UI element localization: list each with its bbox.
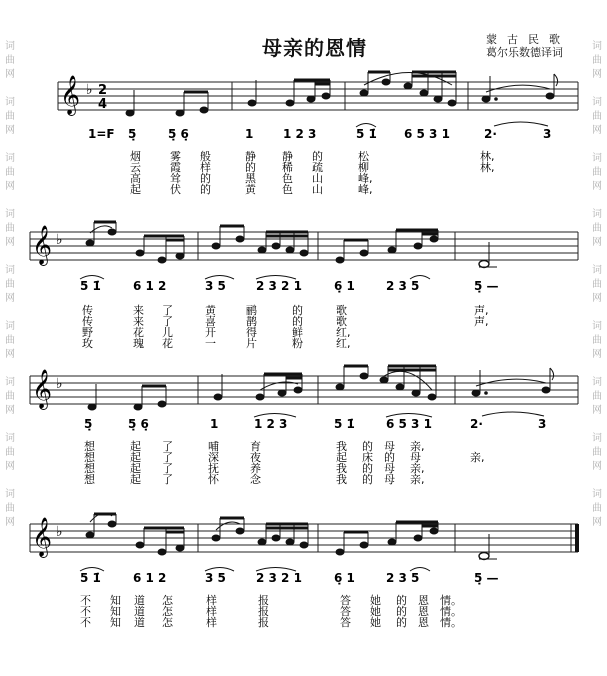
flat-icon: ♭ [56,524,63,540]
lyric-char: 野 [82,326,93,339]
lyric-char: 来 [133,304,144,317]
jianpu-note: 3 [543,127,552,141]
lyric-char: 道 [134,605,145,618]
lyric-char: 情。 [440,616,462,629]
watermark-char: 词 [5,433,15,444]
jianpu-note: 5̣ [128,127,137,141]
lyric-char: 念 [250,473,261,486]
lyric-char: 样 [200,161,211,174]
lyric-char: 歌 [336,304,347,317]
staff-system-1 [58,72,578,116]
jianpu-note: 2 3 5 [386,279,420,293]
lyric-char: 了 [162,304,173,317]
lyric-char: 情。 [440,594,462,607]
lyric-char: 黑 [245,172,256,185]
lyric-char: 起 [130,440,141,453]
lyric-char: 亲, [410,462,425,475]
jianpu-note: 2 3 2 1 [256,571,302,585]
watermark-char: 曲 [592,391,602,402]
watermark-char: 网 [5,293,15,304]
lyric-char: 烟 [130,150,141,163]
lyric-char: 霞 [170,161,181,174]
lyric-char: 的 [245,161,256,174]
lyric-char: 起 [130,183,141,196]
lyric-char: 花 [133,326,144,339]
treble-clef-icon: 𝄞 [32,225,53,265]
lyrics-system-3 [84,439,485,486]
watermark-char: 曲 [592,447,602,458]
watermark-char: 曲 [592,503,602,514]
lyric-char: 情。 [440,605,462,618]
lyric-char: 答 [340,616,351,629]
watermark-char: 词 [592,153,602,164]
notes-system-3 [88,366,554,410]
lyric-char: 恩 [418,605,429,618]
jianpu-note: 3 5 [205,279,226,293]
treble-clef-icon: 𝄞 [60,75,81,115]
watermark-char: 网 [592,181,602,192]
lyric-char: 想 [84,473,95,486]
watermark-char: 词 [592,377,602,388]
watermark-char: 曲 [5,391,15,402]
lyric-char: 得 [246,326,257,339]
lyric-char: 了 [162,315,173,328]
staff-system-2 [30,222,578,268]
jianpu-note: 5 1̇ [80,571,101,585]
watermark-char: 网 [5,349,15,360]
watermark-char: 曲 [592,55,602,66]
lyric-char: 色 [282,172,293,185]
lyric-char: 不 [80,594,91,607]
jianpu-note: 6̣ 1 [334,279,355,293]
watermark-char: 词 [5,209,15,220]
jianpu-note: 2· [470,417,483,431]
watermark-char: 词 [5,97,15,108]
lyric-char: 声, [474,304,489,317]
lyric-char: 怎 [162,605,173,618]
lyric-char: 想 [84,451,95,464]
lyric-char: 片 [246,337,257,350]
jianpu-note: 6 5 3 1 [404,127,450,141]
lyric-char: 鹂 [246,304,257,317]
watermark-char: 网 [592,461,602,472]
lyric-char: 的 [200,183,211,196]
lyric-char: 静 [245,150,256,163]
lyrics-system-1 [130,149,495,196]
jianpu-note: 6 1 2 [133,571,167,585]
treble-clef-icon: 𝄞 [32,517,53,557]
lyric-char: 道 [134,616,145,629]
key-signature: 1=F [88,127,115,141]
lyric-char: 道 [134,594,145,607]
lyrics-system-2 [82,303,489,350]
lyric-char: 粉 [292,337,303,350]
jianpu-note: 5̣ [84,417,93,431]
lyric-char: 儿 [162,326,173,339]
lyric-char: 深 [208,451,219,464]
watermark-char: 网 [592,405,602,416]
lyric-char: 育 [250,440,261,453]
lyric-char: 的 [396,616,407,629]
lyric-char: 伏 [170,183,181,196]
lyric-char: 玫 [82,337,93,350]
lyric-char: 亲, [470,451,485,464]
flat-icon: ♭ [56,232,63,248]
lyric-char: 想 [84,462,95,475]
lyric-char: 雾 [170,150,181,163]
lyric-char: 样 [206,605,217,618]
lyric-char: 的 [312,150,323,163]
lyric-char: 黄 [205,304,216,317]
jianpu-note: 5 1̇ [356,127,377,141]
lyric-char: 她 [370,605,381,618]
lyric-char: 母 [410,451,421,464]
lyric-char: 样 [206,616,217,629]
watermark-char: 网 [5,181,15,192]
lyric-char: 怀 [208,473,219,486]
lyric-char: 答 [340,605,351,618]
watermark-char: 词 [592,41,602,52]
watermark-char: 词 [592,321,602,332]
lyric-char: 静 [282,150,293,163]
lyric-char: 床 [362,451,373,464]
watermark-char: 网 [592,237,602,248]
watermark-char: 网 [592,293,602,304]
watermark-char: 曲 [592,167,602,178]
lyric-char: 红, [336,326,351,339]
watermark-char: 曲 [5,447,15,458]
lyric-char: 抚 [208,462,219,475]
lyric-char: 报 [258,616,269,629]
watermark-char: 词 [5,489,15,500]
lyric-char: 我 [336,440,347,453]
credit-lyricist: 葛尔乐数德译词 [486,46,563,59]
lyric-char: 松 [358,150,369,163]
jianpu-note: 5̣ 6̣ [128,417,149,431]
lyric-char: 了 [162,451,173,464]
lyric-char: 哺 [208,440,219,453]
watermark-char: 曲 [5,111,15,122]
watermark-char: 词 [5,377,15,388]
lyric-char: 色 [282,183,293,196]
watermark-char: 曲 [5,503,15,514]
jianpu-note: 6 5 3 1 [386,417,432,431]
lyric-char: 花 [162,337,173,350]
lyric-char: 山 [312,183,323,196]
watermark-char: 曲 [592,279,602,290]
lyric-char: 知 [110,605,121,618]
song-title: 母亲的恩情 [262,36,367,60]
staff-system-3 [30,366,578,410]
lyric-char: 亲, [410,473,425,486]
watermark-char: 网 [5,125,15,136]
final-barline [575,524,579,552]
lyric-char: 稀 [282,161,293,174]
lyric-char: 报 [258,594,269,607]
lyric-char: 柳 [358,161,369,174]
lyric-char: 母 [384,473,395,486]
lyric-char: 怎 [162,594,173,607]
lyric-char: 我 [336,473,347,486]
lyric-char: 了 [162,462,173,475]
lyric-char: 喜 [205,315,216,328]
watermark-char: 词 [592,433,602,444]
lyric-char: 知 [110,594,121,607]
watermark-char: 词 [5,265,15,276]
lyric-char: 了 [162,473,173,486]
lyric-char: 一 [205,337,216,350]
watermark-char: 网 [5,237,15,248]
jianpu-note: 1 2 3 [283,127,317,141]
jianpu-note: 5̣ — [474,279,499,293]
flat-icon: ♭ [56,376,63,392]
lyric-char: 红, [336,337,351,350]
lyric-char: 的 [396,594,407,607]
lyric-char: 传 [82,315,93,328]
lyric-char: 林, [480,150,495,163]
lyric-char: 峰, [358,183,373,196]
lyric-char: 答 [340,594,351,607]
lyric-char: 山 [312,172,323,185]
jianpu-note: 5 1̇ [80,279,101,293]
jianpu-note: 5̣ — [474,571,499,585]
watermark-char: 网 [5,405,15,416]
jianpu-system-1 [88,122,551,141]
watermark-char: 词 [592,265,602,276]
lyric-char: 起 [130,451,141,464]
notes-system-1 [126,72,558,116]
lyric-char: 云 [130,161,141,174]
watermark-char: 曲 [592,335,602,346]
watermark-char: 网 [592,125,602,136]
lyric-char: 样 [206,594,217,607]
lyric-char: 养 [250,462,261,475]
watermark-char: 曲 [5,335,15,346]
jianpu-system-2 [80,276,499,294]
watermark-char: 曲 [592,111,602,122]
lyric-char: 林, [480,161,495,174]
lyric-char: 来 [133,315,144,328]
jianpu-note: 2 3 2 1 [256,279,302,293]
watermark-char: 词 [592,97,602,108]
lyric-char: 般 [200,150,211,163]
watermark-char: 网 [592,349,602,360]
lyric-char: 峰, [358,172,373,185]
jianpu-note: 1 [210,417,219,431]
lyric-char: 的 [396,605,407,618]
time-sig-bottom: 4 [98,97,108,112]
notes-system-2 [86,222,497,268]
lyric-char: 起 [336,451,347,464]
lyrics-system-4 [80,593,462,629]
lyric-char: 恩 [418,616,429,629]
watermark-char: 词 [592,209,602,220]
watermark-char: 词 [592,489,602,500]
watermark-char: 网 [5,69,15,80]
lyric-char: 的 [384,451,395,464]
lyric-char: 知 [110,616,121,629]
lyric-char: 的 [200,172,211,185]
jianpu-system-3 [84,412,546,431]
watermark-char: 词 [5,153,15,164]
watermark-char: 曲 [5,279,15,290]
lyric-char: 的 [362,473,373,486]
lyric-char: 不 [80,605,91,618]
lyric-char: 开 [205,326,216,339]
lyric-char: 声, [474,315,489,328]
lyric-char: 起 [130,462,141,475]
notes-system-4 [86,514,497,560]
jianpu-note: 3 5 [205,571,226,585]
lyric-char: 耸 [170,172,181,185]
watermark-char: 曲 [5,223,15,234]
lyric-char: 她 [370,616,381,629]
lyric-char: 恩 [418,594,429,607]
watermark-char: 曲 [5,55,15,66]
jianpu-note: 2· [484,127,497,141]
lyric-char: 瑰 [133,337,144,350]
lyric-char: 想 [84,440,95,453]
flat-icon: ♭ [86,82,93,98]
lyric-char: 母 [384,462,395,475]
jianpu-note: 6̣ 1 [334,571,355,585]
watermark-char: 网 [5,517,15,528]
watermark-char: 词 [5,41,15,52]
lyric-char: 我 [336,462,347,475]
watermark-char: 词 [5,321,15,332]
staff-system-4 [30,513,579,559]
lyric-char: 的 [292,315,303,328]
lyric-char: 的 [362,462,373,475]
jianpu-note: 2 3 5 [386,571,420,585]
lyric-char: 的 [362,440,373,453]
watermark-char: 网 [5,461,15,472]
lyric-char: 起 [130,473,141,486]
lyric-char: 夜 [250,451,261,464]
lyric-char: 她 [370,594,381,607]
lyric-char: 高 [130,172,141,185]
jianpu-note: 1 2 3 [254,417,288,431]
jianpu-note: 3 [538,417,547,431]
lyric-char: 母 [384,440,395,453]
credit-origin: 蒙古民歌 [486,33,570,46]
watermark-char: 曲 [592,223,602,234]
watermark-char: 网 [592,69,602,80]
jianpu-note: 5 1̇ [334,417,355,431]
lyric-char: 鹊 [246,315,257,328]
watermark-char: 曲 [5,167,15,178]
lyric-char: 黄 [245,183,256,196]
lyric-char: 疏 [312,161,323,174]
treble-clef-icon: 𝄞 [32,369,53,409]
jianpu-note: 6 1 2 [133,279,167,293]
lyric-char: 的 [292,304,303,317]
time-sig-top: 2 [98,83,108,98]
lyric-char: 报 [258,605,269,618]
jianpu-system-4 [80,568,499,586]
watermark-char: 网 [592,517,602,528]
lyric-char: 鲜 [292,326,303,339]
lyric-char: 亲, [410,440,425,453]
lyric-char: 不 [80,616,91,629]
jianpu-note: 5̣ 6̣ [168,127,189,141]
lyric-char: 传 [82,304,93,317]
lyric-char: 怎 [162,616,173,629]
jianpu-note: 1 [245,127,254,141]
lyric-char: 了 [162,440,173,453]
lyric-char: 歌 [336,315,347,328]
